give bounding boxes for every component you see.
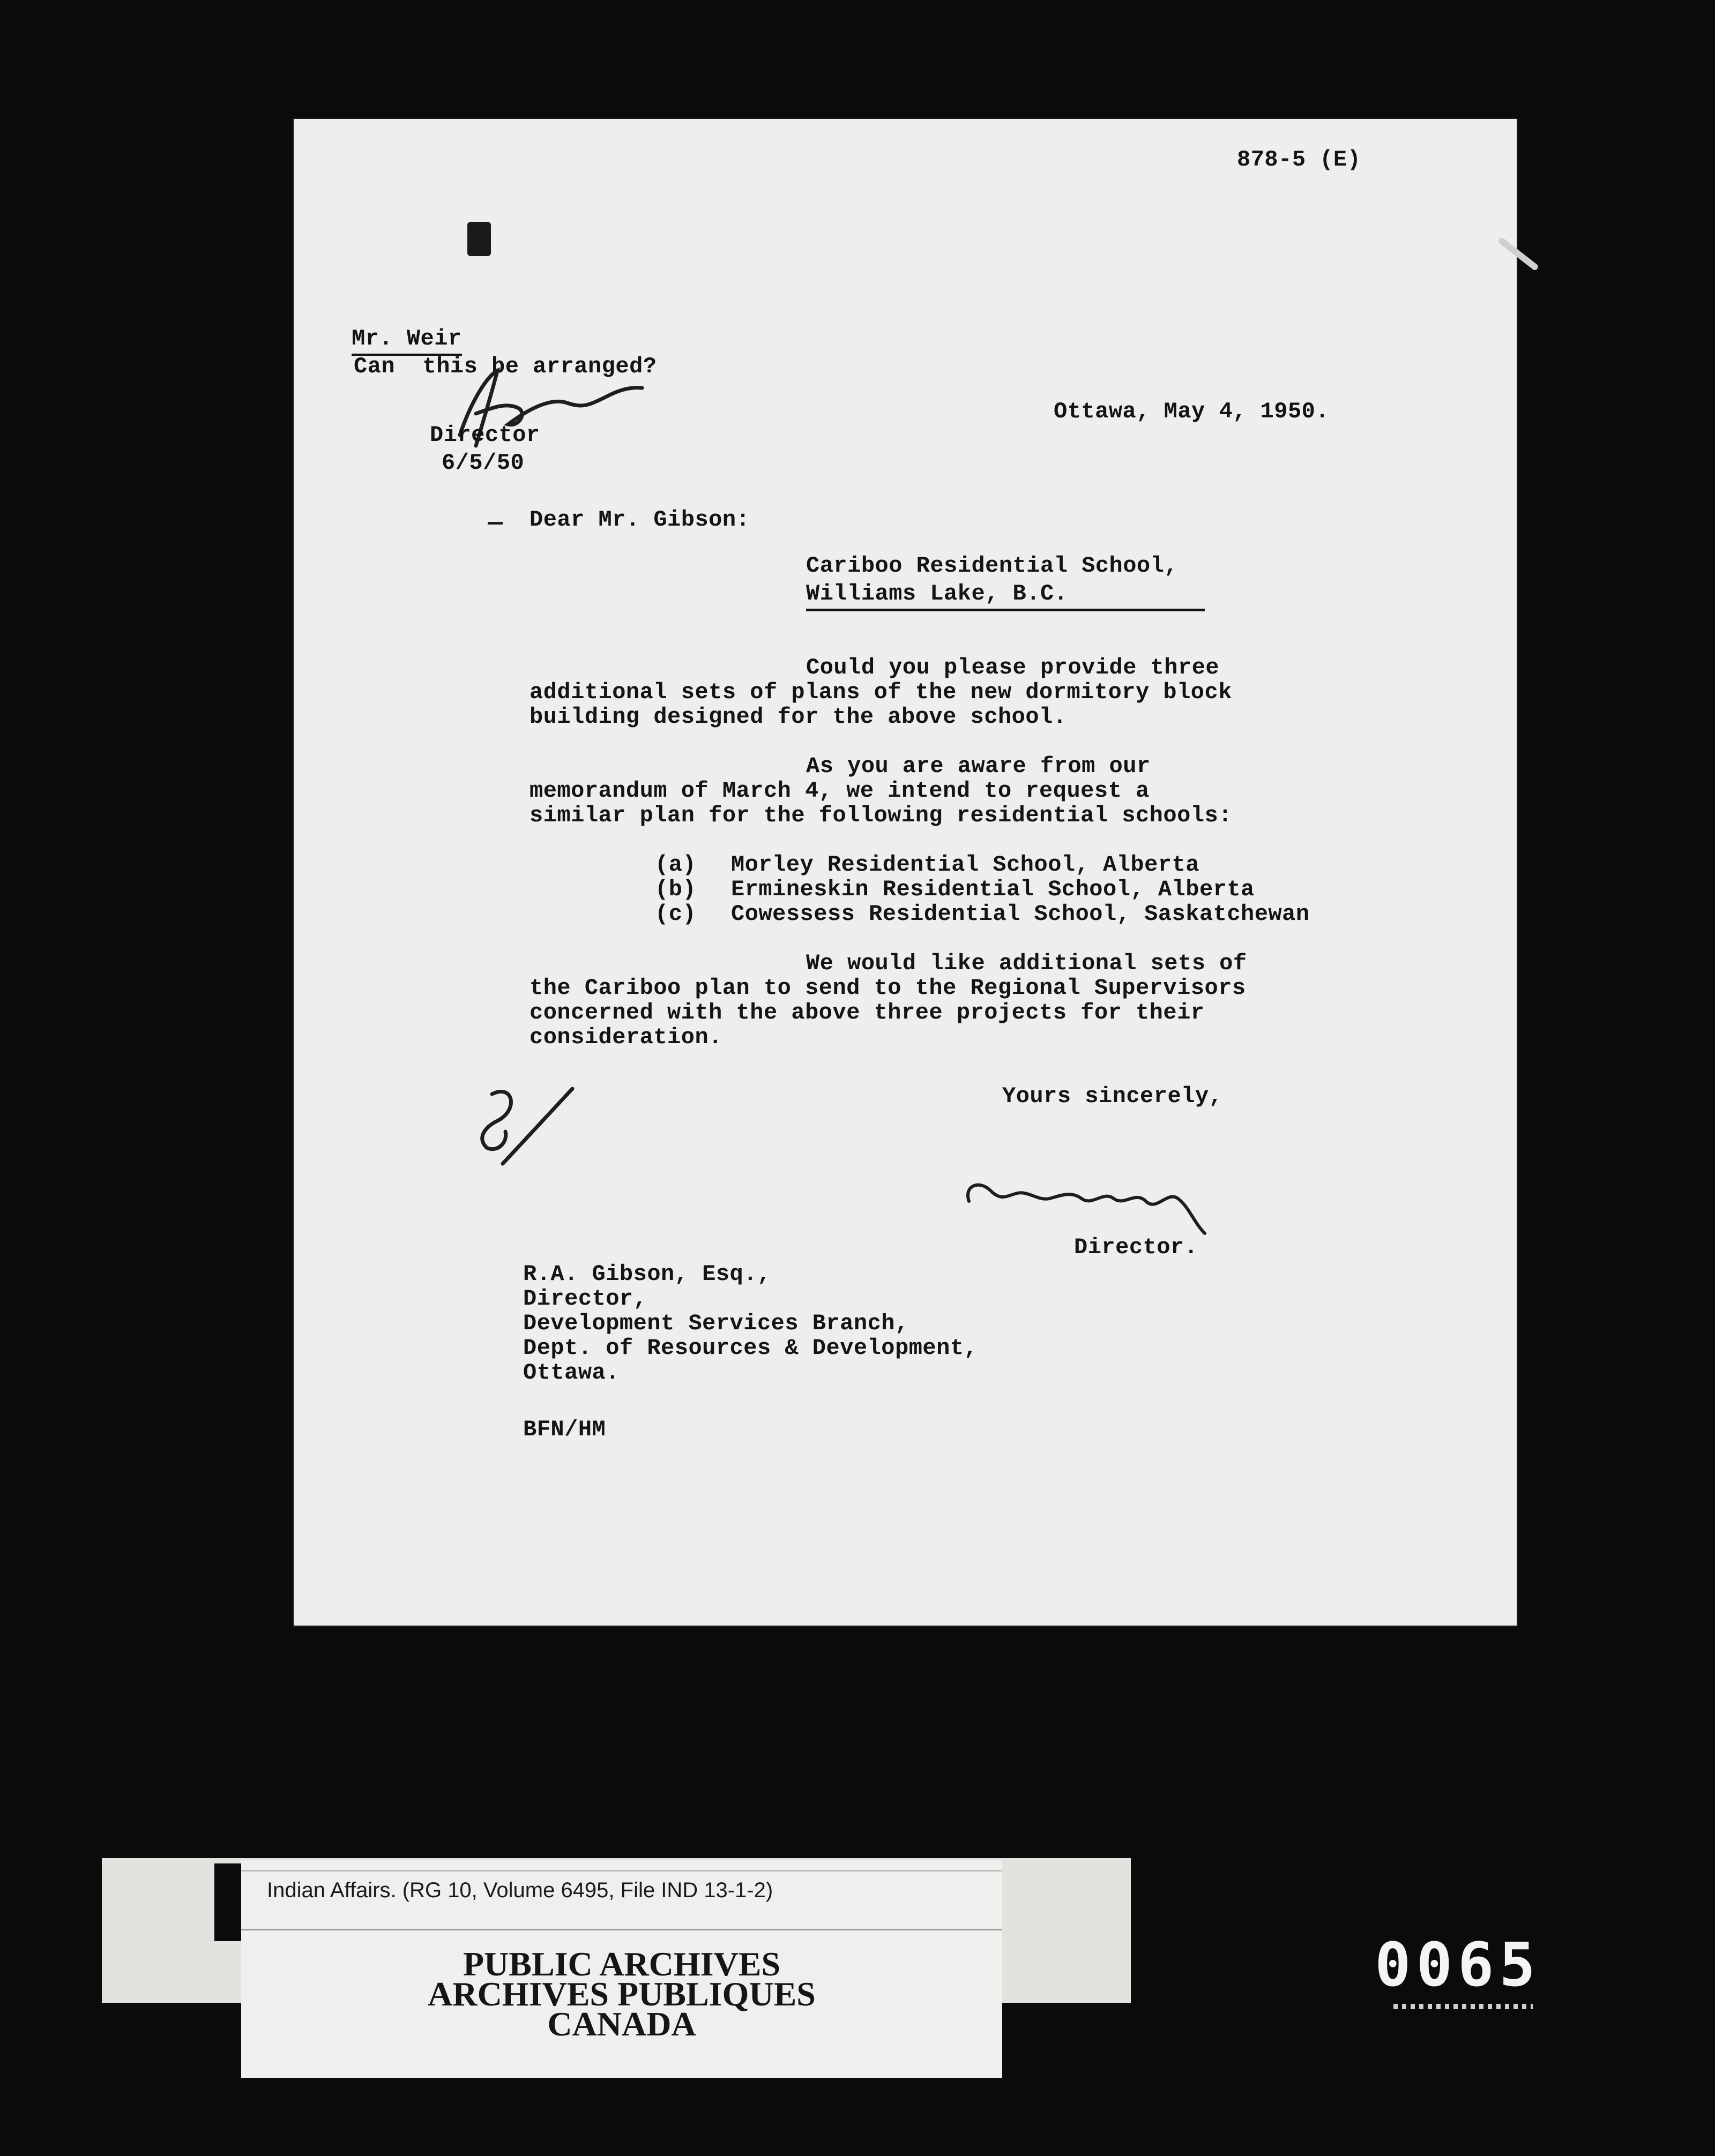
place-and-date: Ottawa, May 4, 1950. xyxy=(1054,399,1330,424)
list-item-label: (a) xyxy=(655,852,697,878)
subject-line-1: Cariboo Residential School, xyxy=(806,553,1179,579)
paragraph-2-line-2: memorandum of March 4, we intend to request a xyxy=(530,778,1150,804)
recipient-line-4: Dept. of Resources & Development, xyxy=(523,1335,978,1361)
subject-line-2: Williams Lake, B.C. xyxy=(806,580,1205,611)
typist-initials: BFN/HM xyxy=(523,1417,606,1442)
list-item-text: Ermineskin Residential School, Alberta xyxy=(731,877,1255,902)
margin-note-title: Director xyxy=(430,422,540,448)
paragraph-3-line-1: We would like additional sets of xyxy=(806,950,1247,976)
margin-note-name: Mr. Weir xyxy=(352,325,462,356)
list-item-text: Cowessess Residential School, Saskatchewan xyxy=(731,901,1310,927)
margin-note-question: Can this be arranged? xyxy=(354,354,657,379)
paragraph-3-line-2: the Cariboo plan to send to the Regional Supervisors xyxy=(530,975,1246,1001)
recipient-line-5: Ottawa. xyxy=(523,1360,620,1386)
paragraph-1-line-2: additional sets of plans of the new dormitory block xyxy=(530,679,1232,705)
frame-number: 0065 xyxy=(1361,1933,1554,1997)
director-signature xyxy=(958,1169,1216,1244)
archive-stamp-line-3: CANADA xyxy=(547,2005,696,2043)
archive-reference: Indian Affairs. (RG 10, Volume 6495, File IND 13-1-2) xyxy=(267,1878,773,1902)
paragraph-1-line-1: Could you please provide three xyxy=(806,655,1220,680)
list-item-label: (c) xyxy=(655,901,697,927)
label-divider xyxy=(241,1929,1002,1930)
margin-dash xyxy=(488,522,503,525)
archive-stamp-line-1: PUBLIC ARCHIVES xyxy=(463,1945,781,1983)
paragraph-3-line-3: concerned with the above three projects for their xyxy=(530,1000,1205,1025)
closing: Yours sincerely, xyxy=(1002,1083,1223,1109)
ink-blot-mark xyxy=(467,222,491,256)
recipient-line-3: Development Services Branch, xyxy=(523,1311,909,1336)
paragraph-3-line-4: consideration. xyxy=(530,1024,722,1050)
recipient-line-1: R.A. Gibson, Esq., xyxy=(523,1261,771,1287)
paragraph-2-line-3: similar plan for the following residential schools: xyxy=(530,803,1232,828)
paragraph-1-line-3: building designed for the above school. xyxy=(530,704,1067,730)
archive-stamp-line-2: ARCHIVES PUBLIQUES xyxy=(428,1975,816,2013)
salutation: Dear Mr. Gibson: xyxy=(530,507,750,533)
paragraph-2-line-1: As you are aware from our xyxy=(806,753,1151,779)
margin-note-date: 6/5/50 xyxy=(442,450,525,476)
signature-title: Director. xyxy=(1074,1234,1198,1260)
list-item-label: (b) xyxy=(655,877,697,902)
handwritten-initial-mark xyxy=(454,1062,594,1191)
letter-page xyxy=(294,119,1517,1626)
file-reference: 878-5 (E) xyxy=(1237,147,1361,173)
recipient-line-2: Director, xyxy=(523,1286,647,1312)
archive-strip-shadow xyxy=(214,1863,241,1941)
film-sprocket-marks xyxy=(1393,2004,1533,2009)
label-top-edge xyxy=(241,1870,1002,1871)
list-item-text: Morley Residential School, Alberta xyxy=(731,852,1199,878)
